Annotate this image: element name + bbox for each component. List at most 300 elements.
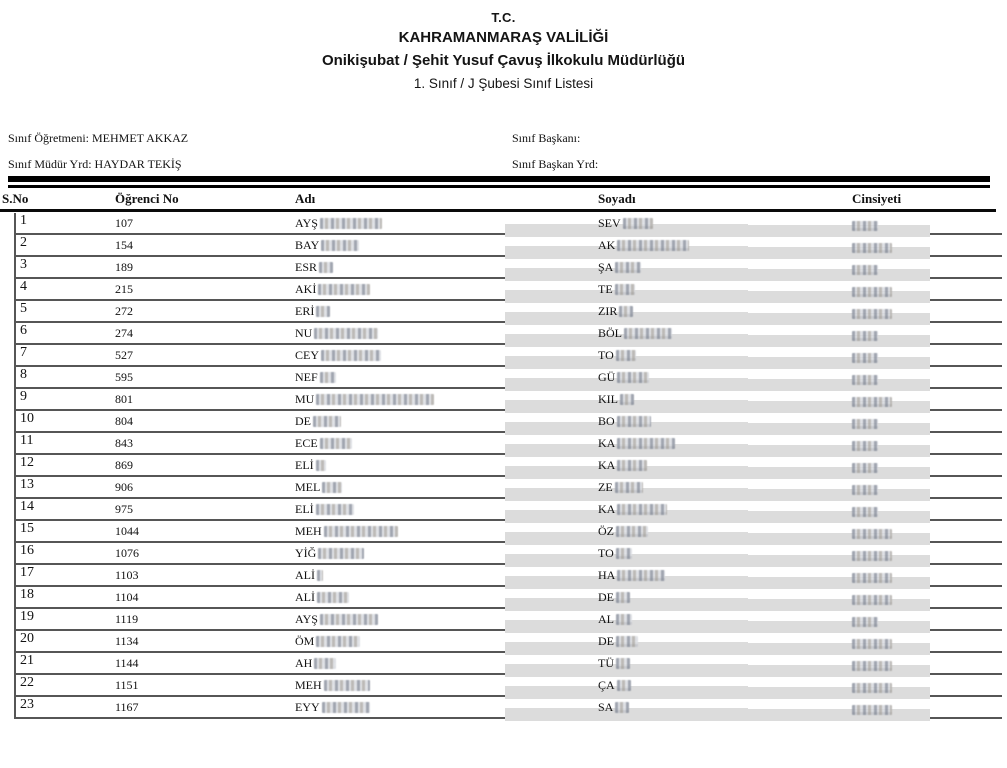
adi-visible-prefix: MU bbox=[295, 392, 315, 406]
cell-adi bbox=[295, 282, 370, 297]
cinsiyet-redacted-blur bbox=[852, 705, 892, 715]
soyadi-visible-prefix: HA bbox=[598, 568, 616, 582]
column-header-soyadi: Soyadı bbox=[598, 191, 636, 206]
adi-redacted-blur bbox=[316, 394, 434, 405]
adi-redacted-blur bbox=[321, 240, 359, 251]
soyadi-visible-prefix: TÜ bbox=[598, 656, 614, 670]
cell-adi bbox=[295, 304, 330, 319]
table-row bbox=[14, 543, 1002, 565]
cinsiyet-redacted-blur bbox=[852, 419, 878, 429]
cell-cinsiyeti bbox=[852, 526, 892, 541]
cell-adi bbox=[295, 260, 333, 275]
table-row bbox=[14, 675, 1002, 697]
adi-redacted-blur bbox=[317, 570, 323, 581]
adi-visible-prefix: CEY bbox=[295, 348, 319, 362]
cinsiyet-redacted-blur bbox=[852, 375, 878, 385]
cell-cinsiyeti bbox=[852, 284, 892, 299]
cell-ogrenci-no: 527 bbox=[115, 348, 133, 362]
soyadi-visible-prefix: ÇA bbox=[598, 678, 615, 692]
table-row bbox=[14, 367, 1002, 389]
soyadi-visible-prefix: AK bbox=[598, 238, 616, 252]
soyadi-redacted-blur bbox=[615, 482, 643, 493]
soyadi-visible-prefix: SEV bbox=[598, 216, 621, 230]
cinsiyet-redacted-blur bbox=[852, 507, 878, 517]
cell-soyadi bbox=[598, 612, 632, 627]
table-row bbox=[14, 433, 1002, 455]
cinsiyet-redacted-blur bbox=[852, 287, 892, 297]
sno-column-divider bbox=[14, 477, 16, 497]
cell-adi bbox=[295, 590, 349, 605]
cell-ogrenci-no: 189 bbox=[115, 260, 133, 274]
vice-principal: Sınıf Müdür Yrd: HAYDAR TEKİŞ bbox=[8, 157, 182, 171]
adi-visible-prefix: AYŞ bbox=[295, 612, 318, 626]
soyadi-redacted-blur bbox=[617, 240, 689, 251]
table-row bbox=[14, 631, 1002, 653]
cell-soyadi bbox=[598, 568, 665, 583]
soyadi-redacted-blur bbox=[624, 328, 672, 339]
soyadi-redacted-blur bbox=[617, 504, 667, 515]
cell-cinsiyeti bbox=[852, 438, 878, 453]
cell-ogrenci-no: 801 bbox=[115, 392, 133, 406]
soyadi-redacted-blur bbox=[615, 702, 629, 713]
adi-redacted-blur bbox=[320, 218, 382, 229]
table-row bbox=[14, 323, 1002, 345]
adi-redacted-blur bbox=[319, 262, 333, 273]
table-row bbox=[14, 609, 1002, 631]
cell-sno: 14 bbox=[20, 499, 34, 514]
adi-visible-prefix: ELİ bbox=[295, 458, 314, 472]
adi-redacted-blur bbox=[316, 460, 326, 471]
soyadi-visible-prefix: TO bbox=[598, 546, 614, 560]
soyadi-visible-prefix: ÖZ bbox=[598, 524, 614, 538]
sno-column-divider bbox=[14, 257, 16, 277]
cinsiyet-redacted-blur bbox=[852, 463, 878, 473]
redaction-band-soyadi bbox=[618, 621, 930, 633]
cell-sno: 7 bbox=[20, 345, 27, 360]
sno-column-divider bbox=[14, 235, 16, 255]
cell-ogrenci-no: 1144 bbox=[115, 656, 139, 670]
sno-column-divider bbox=[14, 279, 16, 299]
adi-visible-prefix: ECE bbox=[295, 436, 318, 450]
cell-sno: 20 bbox=[20, 631, 34, 646]
cell-soyadi bbox=[598, 700, 629, 715]
cell-ogrenci-no: 1104 bbox=[115, 590, 139, 604]
column-header-sno: S.No bbox=[2, 191, 29, 206]
cell-sno: 6 bbox=[20, 323, 27, 338]
cell-cinsiyeti bbox=[852, 218, 878, 233]
cell-soyadi bbox=[598, 436, 675, 451]
cell-cinsiyeti bbox=[852, 482, 878, 497]
sno-column-divider bbox=[14, 411, 16, 431]
cell-adi bbox=[295, 678, 370, 693]
cinsiyet-redacted-blur bbox=[852, 441, 878, 451]
soyadi-visible-prefix: KA bbox=[598, 436, 616, 450]
table-row bbox=[14, 213, 1002, 235]
school-title: Onikişubat / Şehit Yusuf Çavuş İlkokulu Müdürlüğü bbox=[321, 52, 686, 69]
adi-redacted-blur bbox=[320, 614, 378, 625]
cell-sno: 10 bbox=[20, 411, 34, 426]
redaction-band-soyadi bbox=[618, 467, 930, 479]
cell-sno: 16 bbox=[20, 543, 34, 558]
cell-ogrenci-no: 272 bbox=[115, 304, 133, 318]
soyadi-redacted-blur bbox=[617, 416, 651, 427]
sno-column-divider bbox=[14, 653, 16, 673]
cinsiyet-redacted-blur bbox=[852, 397, 892, 407]
cell-ogrenci-no: 804 bbox=[115, 414, 133, 428]
sno-column-divider bbox=[14, 323, 16, 343]
cell-sno: 21 bbox=[20, 653, 34, 668]
cell-ogrenci-no: 869 bbox=[115, 458, 133, 472]
cell-soyadi bbox=[598, 678, 631, 693]
soyadi-visible-prefix: KA bbox=[598, 502, 616, 516]
adi-redacted-blur bbox=[320, 438, 352, 449]
cell-soyadi bbox=[598, 458, 647, 473]
redaction-band-soyadi bbox=[618, 489, 930, 501]
adi-visible-prefix: BAY bbox=[295, 238, 320, 252]
soyadi-redacted-blur bbox=[616, 614, 632, 625]
sno-column-divider bbox=[14, 609, 16, 629]
soyadi-visible-prefix: SA bbox=[598, 700, 614, 714]
cell-soyadi bbox=[598, 502, 667, 517]
adi-redacted-blur bbox=[314, 658, 336, 669]
cell-cinsiyeti bbox=[852, 328, 878, 343]
adi-redacted-blur bbox=[318, 284, 370, 295]
cell-sno: 9 bbox=[20, 389, 27, 404]
adi-visible-prefix: ELİ bbox=[295, 502, 314, 516]
top-rule-thin bbox=[8, 185, 990, 188]
adi-visible-prefix: NEF bbox=[295, 370, 318, 384]
table-row bbox=[14, 587, 1002, 609]
cell-cinsiyeti bbox=[852, 394, 892, 409]
table-header-row bbox=[0, 191, 1007, 209]
soyadi-visible-prefix: KIL bbox=[598, 392, 618, 406]
soyadi-redacted-blur bbox=[615, 284, 635, 295]
soyadi-redacted-blur bbox=[617, 438, 675, 449]
soyadi-redacted-blur bbox=[616, 548, 632, 559]
cell-ogrenci-no: 1044 bbox=[115, 524, 139, 538]
cinsiyet-redacted-blur bbox=[852, 485, 878, 495]
cell-ogrenci-no: 274 bbox=[115, 326, 133, 340]
redaction-band-soyadi bbox=[618, 357, 930, 369]
cell-cinsiyeti bbox=[852, 570, 892, 585]
sno-column-divider bbox=[14, 631, 16, 651]
class-teacher: Sınıf Öğretmeni: MEHMET AKKAZ bbox=[8, 131, 189, 145]
soyadi-redacted-blur bbox=[616, 592, 630, 603]
table-row bbox=[14, 235, 1002, 257]
soyadi-visible-prefix: ZIR bbox=[598, 304, 618, 318]
cinsiyet-redacted-blur bbox=[852, 639, 892, 649]
table-row bbox=[14, 521, 1002, 543]
cell-sno: 19 bbox=[20, 609, 34, 624]
soyadi-redacted-blur bbox=[616, 658, 630, 669]
cell-sno: 22 bbox=[20, 675, 34, 690]
redaction-band-soyadi bbox=[618, 379, 930, 391]
adi-visible-prefix: AKİ bbox=[295, 282, 317, 296]
soyadi-redacted-blur bbox=[616, 636, 638, 647]
cell-cinsiyeti bbox=[852, 460, 878, 475]
cell-adi bbox=[295, 502, 354, 517]
soyadi-redacted-blur bbox=[617, 680, 631, 691]
redaction-band-soyadi bbox=[618, 269, 930, 281]
adi-redacted-blur bbox=[313, 416, 341, 427]
table-row bbox=[14, 345, 1002, 367]
cinsiyet-redacted-blur bbox=[852, 221, 878, 231]
list-title: 1. Sınıf / J Şubesi Sınıf Listesi bbox=[413, 76, 594, 91]
adi-visible-prefix: NU bbox=[295, 326, 313, 340]
cell-sno: 3 bbox=[20, 257, 27, 272]
cell-ogrenci-no: 1103 bbox=[115, 568, 139, 582]
soyadi-redacted-blur bbox=[617, 372, 649, 383]
cell-sno: 11 bbox=[20, 433, 34, 448]
sno-column-divider bbox=[14, 345, 16, 365]
class-info bbox=[8, 131, 998, 175]
table-row bbox=[14, 389, 1002, 411]
cell-soyadi bbox=[598, 370, 649, 385]
sno-column-divider bbox=[14, 565, 16, 585]
governorship-title: KAHRAMANMARAŞ VALİLİĞİ bbox=[398, 29, 609, 46]
table-row bbox=[14, 455, 1002, 477]
class-president: Sınıf Başkanı: bbox=[512, 131, 581, 145]
adi-redacted-blur bbox=[324, 526, 398, 537]
cell-adi bbox=[295, 326, 378, 341]
cell-ogrenci-no: 1134 bbox=[115, 634, 139, 648]
cell-cinsiyeti bbox=[852, 658, 892, 673]
sno-column-divider bbox=[14, 389, 16, 409]
sno-column-divider bbox=[14, 543, 16, 563]
table-row bbox=[14, 411, 1002, 433]
cell-soyadi bbox=[598, 304, 633, 319]
cinsiyet-redacted-blur bbox=[852, 243, 892, 253]
adi-visible-prefix: AYŞ bbox=[295, 216, 318, 230]
cell-ogrenci-no: 1076 bbox=[115, 546, 139, 560]
sno-column-divider bbox=[14, 499, 16, 519]
cell-sno: 15 bbox=[20, 521, 34, 536]
cell-soyadi bbox=[598, 238, 689, 253]
cell-soyadi bbox=[598, 656, 630, 671]
cell-soyadi bbox=[598, 414, 651, 429]
column-header-cinsiyeti: Cinsiyeti bbox=[852, 191, 902, 206]
redaction-band-soyadi bbox=[618, 423, 930, 435]
sno-column-divider bbox=[14, 213, 16, 233]
adi-redacted-blur bbox=[317, 592, 349, 603]
cell-cinsiyeti bbox=[852, 240, 892, 255]
republic-title: T.C. bbox=[491, 10, 516, 25]
sno-column-divider bbox=[14, 433, 16, 453]
adi-redacted-blur bbox=[316, 504, 354, 515]
cell-cinsiyeti bbox=[852, 262, 878, 277]
soyadi-visible-prefix: TO bbox=[598, 348, 614, 362]
cell-adi bbox=[295, 480, 342, 495]
table-row bbox=[14, 301, 1002, 323]
cell-ogrenci-no: 906 bbox=[115, 480, 133, 494]
cell-ogrenci-no: 1167 bbox=[115, 700, 139, 714]
cell-cinsiyeti bbox=[852, 548, 892, 563]
cell-sno: 12 bbox=[20, 455, 34, 470]
soyadi-redacted-blur bbox=[623, 218, 653, 229]
cell-soyadi bbox=[598, 326, 672, 341]
cell-soyadi bbox=[598, 546, 632, 561]
soyadi-visible-prefix: DE bbox=[598, 590, 614, 604]
adi-redacted-blur bbox=[318, 548, 364, 559]
adi-redacted-blur bbox=[320, 372, 336, 383]
soyadi-redacted-blur bbox=[617, 570, 665, 581]
adi-redacted-blur bbox=[316, 306, 330, 317]
soyadi-visible-prefix: BÖL bbox=[598, 326, 622, 340]
cell-soyadi bbox=[598, 634, 638, 649]
cell-adi bbox=[295, 348, 381, 363]
cell-adi bbox=[295, 568, 323, 583]
table-row bbox=[14, 653, 1002, 675]
cell-soyadi bbox=[598, 392, 634, 407]
cell-adi bbox=[295, 238, 359, 253]
soyadi-visible-prefix: KA bbox=[598, 458, 616, 472]
cell-ogrenci-no: 975 bbox=[115, 502, 133, 516]
cell-cinsiyeti bbox=[852, 504, 878, 519]
column-header-ogrenci-no: Öğrenci No bbox=[115, 191, 179, 206]
sno-column-divider bbox=[14, 587, 16, 607]
cell-sno: 5 bbox=[20, 301, 27, 316]
sno-column-divider bbox=[14, 521, 16, 541]
adi-visible-prefix: ALİ bbox=[295, 568, 315, 582]
adi-visible-prefix: MEL bbox=[295, 480, 321, 494]
cell-sno: 17 bbox=[20, 565, 34, 580]
cell-cinsiyeti bbox=[852, 416, 878, 431]
column-header-adi: Adı bbox=[295, 191, 316, 206]
soyadi-visible-prefix: GÜ bbox=[598, 370, 616, 384]
cell-sno: 8 bbox=[20, 367, 27, 382]
cinsiyet-redacted-blur bbox=[852, 617, 878, 627]
soyadi-redacted-blur bbox=[616, 526, 648, 537]
cell-adi bbox=[295, 656, 336, 671]
soyadi-visible-prefix: BO bbox=[598, 414, 615, 428]
adi-visible-prefix: ESR bbox=[295, 260, 318, 274]
cell-soyadi bbox=[598, 282, 635, 297]
cell-sno: 23 bbox=[20, 697, 34, 712]
adi-visible-prefix: ALİ bbox=[295, 590, 315, 604]
table-row bbox=[14, 565, 1002, 587]
table-row bbox=[14, 257, 1002, 279]
cell-sno: 2 bbox=[20, 235, 27, 250]
cell-adi bbox=[295, 414, 341, 429]
adi-visible-prefix: ERİ bbox=[295, 304, 315, 318]
cinsiyet-redacted-blur bbox=[852, 331, 878, 341]
cell-ogrenci-no: 595 bbox=[115, 370, 133, 384]
adi-redacted-blur bbox=[322, 482, 342, 493]
soyadi-visible-prefix: TE bbox=[598, 282, 613, 296]
cell-cinsiyeti bbox=[852, 306, 892, 321]
soyadi-redacted-blur bbox=[616, 350, 636, 361]
cell-ogrenci-no: 843 bbox=[115, 436, 133, 450]
cell-cinsiyeti bbox=[852, 372, 878, 387]
cell-ogrenci-no: 1151 bbox=[115, 678, 139, 692]
soyadi-visible-prefix: ŞA bbox=[598, 260, 614, 274]
soyadi-redacted-blur bbox=[620, 394, 634, 405]
cell-sno: 4 bbox=[20, 279, 27, 294]
adi-visible-prefix: MEH bbox=[295, 678, 322, 692]
table-row bbox=[14, 477, 1002, 499]
cell-cinsiyeti bbox=[852, 614, 878, 629]
cell-adi bbox=[295, 634, 360, 649]
cinsiyet-redacted-blur bbox=[852, 551, 892, 561]
adi-visible-prefix: DE bbox=[295, 414, 311, 428]
cell-adi bbox=[295, 546, 364, 561]
cell-cinsiyeti bbox=[852, 350, 878, 365]
cell-adi bbox=[295, 436, 352, 451]
adi-visible-prefix: ÖM bbox=[295, 634, 315, 648]
top-rule-thick bbox=[8, 176, 990, 182]
table-row bbox=[14, 697, 1002, 719]
adi-redacted-blur bbox=[321, 350, 381, 361]
cell-sno: 18 bbox=[20, 587, 34, 602]
cinsiyet-redacted-blur bbox=[852, 353, 878, 363]
cell-adi bbox=[295, 458, 326, 473]
cell-ogrenci-no: 1119 bbox=[115, 612, 139, 626]
cinsiyet-redacted-blur bbox=[852, 309, 892, 319]
cell-adi bbox=[295, 392, 434, 407]
cell-ogrenci-no: 154 bbox=[115, 238, 133, 252]
table-body bbox=[0, 213, 1007, 719]
cell-adi bbox=[295, 612, 378, 627]
soyadi-visible-prefix: DE bbox=[598, 634, 614, 648]
cell-sno: 13 bbox=[20, 477, 34, 492]
sno-column-divider bbox=[14, 455, 16, 475]
adi-redacted-blur bbox=[322, 702, 370, 713]
sno-column-divider bbox=[14, 301, 16, 321]
soyadi-visible-prefix: AL bbox=[598, 612, 614, 626]
table-row bbox=[14, 279, 1002, 301]
class-vice-president: Sınıf Başkan Yrd: bbox=[512, 157, 599, 171]
adi-redacted-blur bbox=[314, 328, 378, 339]
redaction-band-soyadi bbox=[618, 225, 930, 237]
soyadi-redacted-blur bbox=[617, 460, 647, 471]
cell-adi bbox=[295, 216, 382, 231]
cinsiyet-redacted-blur bbox=[852, 529, 892, 539]
cell-soyadi bbox=[598, 260, 641, 275]
adi-visible-prefix: AH bbox=[295, 656, 313, 670]
adi-visible-prefix: MEH bbox=[295, 524, 322, 538]
cell-soyadi bbox=[598, 590, 630, 605]
sno-column-divider bbox=[14, 675, 16, 695]
cell-adi bbox=[295, 700, 370, 715]
cinsiyet-redacted-blur bbox=[852, 595, 892, 605]
cell-ogrenci-no: 215 bbox=[115, 282, 133, 296]
cell-cinsiyeti bbox=[852, 702, 892, 717]
adi-redacted-blur bbox=[324, 680, 370, 691]
header-underline bbox=[0, 209, 996, 212]
cell-soyadi bbox=[598, 480, 643, 495]
cell-cinsiyeti bbox=[852, 592, 892, 607]
sno-column-divider bbox=[14, 367, 16, 387]
soyadi-redacted-blur bbox=[619, 306, 633, 317]
cinsiyet-redacted-blur bbox=[852, 265, 878, 275]
cinsiyet-redacted-blur bbox=[852, 573, 892, 583]
table-row bbox=[14, 499, 1002, 521]
cell-adi bbox=[295, 524, 398, 539]
cinsiyet-redacted-blur bbox=[852, 683, 892, 693]
cell-soyadi bbox=[598, 524, 648, 539]
document-header bbox=[0, 8, 1007, 91]
cell-adi bbox=[295, 370, 336, 385]
adi-redacted-blur bbox=[316, 636, 360, 647]
soyadi-visible-prefix: ZE bbox=[598, 480, 613, 494]
sno-column-divider bbox=[14, 697, 16, 717]
cell-sno: 1 bbox=[20, 213, 27, 228]
adi-visible-prefix: YİĞ bbox=[295, 546, 317, 560]
cell-ogrenci-no: 107 bbox=[115, 216, 133, 230]
soyadi-redacted-blur bbox=[615, 262, 641, 273]
cell-cinsiyeti bbox=[852, 636, 892, 651]
cinsiyet-redacted-blur bbox=[852, 661, 892, 671]
